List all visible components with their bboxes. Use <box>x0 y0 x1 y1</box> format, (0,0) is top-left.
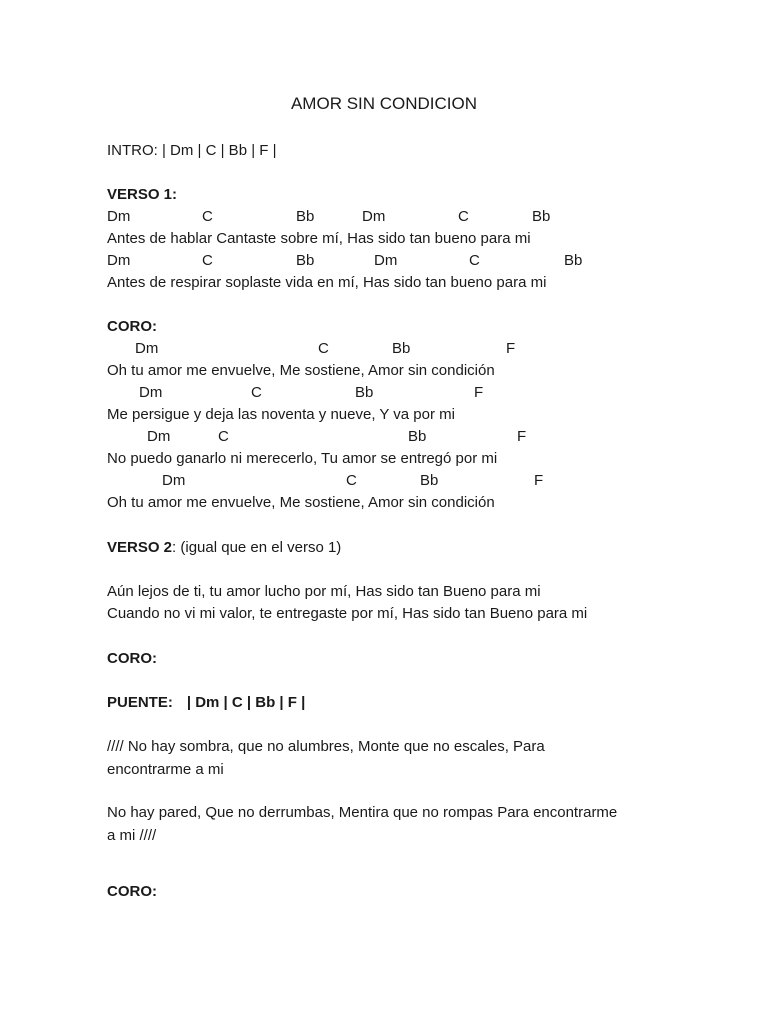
chord: C <box>251 384 262 401</box>
coro-lyric-4: Oh tu amor me envuelve, Me sostiene, Amor sin condición <box>107 494 495 511</box>
song-title: AMOR SIN CONDICION <box>290 94 478 113</box>
verso2-lyric-2: Cuando no vi mi valor, te entregaste por mí, Has sido tan Bueno para mi <box>107 605 588 622</box>
verso1-heading: VERSO 1: <box>107 186 178 203</box>
verso2-lyric-1: Aún lejos de ti, tu amor lucho por mí, Has sido tan Bueno para mi <box>107 583 541 600</box>
coro-lyric-1: Oh tu amor me envuelve, Me sostiene, Amor sin condición <box>107 362 495 379</box>
chord: Dm <box>135 340 159 357</box>
puente-lyric-1a: //// No hay sombra, que no alumbres, Monte que no escales, Para <box>107 738 545 755</box>
chord: C <box>469 252 480 269</box>
verso1-lyric-2: Antes de respirar soplaste vida en mí, Has sido tan bueno para mi <box>107 274 547 291</box>
coro-heading: CORO: <box>107 318 157 335</box>
chord: Bb <box>392 340 411 357</box>
verso2-line <box>107 539 341 557</box>
chord: C <box>202 208 213 225</box>
puente-heading: PUENTE: <box>107 694 173 711</box>
chord: Dm <box>147 428 171 445</box>
chord: Dm <box>362 208 386 225</box>
chord: Bb <box>564 252 583 269</box>
chord: C <box>218 428 229 445</box>
verso2-heading: VERSO 2 <box>107 539 173 556</box>
intro-line: INTRO: | Dm | C | Bb | F | <box>107 142 277 159</box>
verso1-lyric-1: Antes de hablar Cantaste sobre mí, Has sido tan bueno para mi <box>107 230 531 247</box>
chord: F <box>517 428 527 445</box>
chord: Dm <box>107 208 131 225</box>
chord: Dm <box>374 252 398 269</box>
puente-lyric-2a: No hay pared, Que no derrumbas, Mentira que no rompas Para encontrarme <box>107 804 618 821</box>
chord: C <box>346 472 357 489</box>
chord: F <box>534 472 544 489</box>
chord: Bb <box>355 384 374 401</box>
coro3-heading: CORO: <box>107 883 157 900</box>
verso2-note: : (igual que en el verso 1) <box>172 539 342 556</box>
chord: Dm <box>162 472 186 489</box>
chord: Dm <box>107 252 131 269</box>
chord: Bb <box>296 208 315 225</box>
chord: Bb <box>408 428 427 445</box>
chord: C <box>202 252 213 269</box>
chord: Dm <box>139 384 163 401</box>
chord: Bb <box>420 472 439 489</box>
chord: C <box>318 340 329 357</box>
coro-lyric-2: Me persigue y deja las noventa y nueve, Y va por mi <box>107 406 455 423</box>
chord: F <box>474 384 484 401</box>
puente-chords: | Dm | C | Bb | F | <box>186 694 306 711</box>
coro2-heading: CORO: <box>107 650 157 667</box>
puente-line <box>107 694 305 712</box>
coro-lyric-3: No puedo ganarlo ni merecerlo, Tu amor se entregó por mi <box>107 450 498 467</box>
chord: Bb <box>296 252 315 269</box>
chord: C <box>458 208 469 225</box>
chord: Bb <box>532 208 551 225</box>
chord: F <box>506 340 516 357</box>
puente-lyric-2b: a mi //// <box>107 827 157 844</box>
puente-lyric-1b: encontrarme a mi <box>107 761 224 778</box>
